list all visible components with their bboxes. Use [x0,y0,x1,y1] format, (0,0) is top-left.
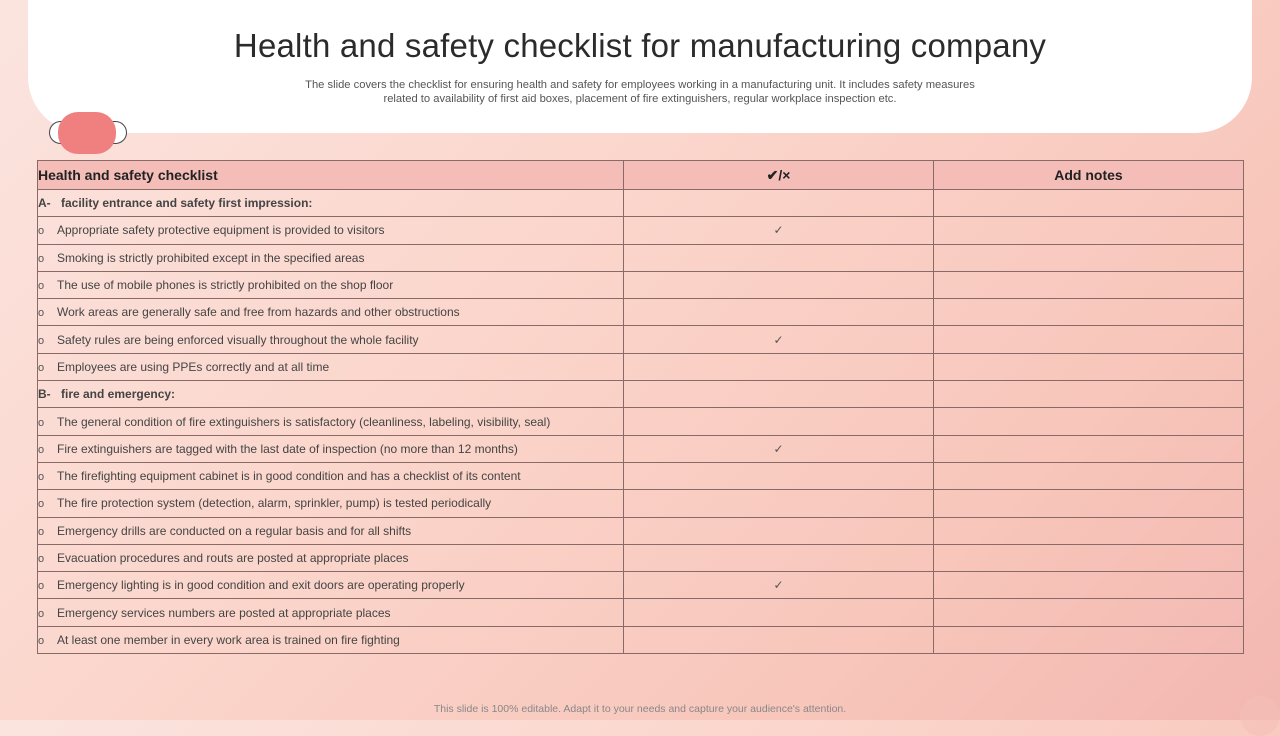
check-cell [624,381,934,408]
checklist-item-cell [38,544,624,571]
check-cell [624,271,934,298]
corner-decoration [1240,696,1280,736]
table-row [38,599,1244,626]
section-heading [38,381,624,408]
notes-cell [934,490,1244,517]
checklist-item-label: The use of mobile phones is strictly prohibited on the shop floor [57,278,394,293]
check-cell [624,599,934,626]
check-cell [624,299,934,326]
bullet-icon: o [38,498,45,511]
notes-cell [934,435,1244,462]
table-row [38,244,1244,271]
checklist-item-cell [38,435,624,462]
section-letter: A- [38,196,51,211]
footer-note: This slide is 100% editable. Adapt it to your needs and capture your audience's attention. [433,703,847,715]
section-label: facility entrance and safety first impression: [61,196,313,211]
header-check-cross: ✔/× [624,161,934,190]
notes-cell [934,381,1244,408]
table-row [38,462,1244,489]
checklist-item-label: Safety rules are being enforced visually throughout the whole facility [57,332,419,347]
page-subtitle: The slide covers the checklist for ensuring health and safety for employees working in a manufacturing unit. It includes safety measures related to availability of first aid boxes, placement of fire extinguishers, regular workplace inspection etc. [305,79,975,105]
table-row [38,271,1244,298]
table-row [38,217,1244,244]
table-row [38,626,1244,653]
notes-cell [934,244,1244,271]
notes-cell [934,517,1244,544]
header-add-notes: Add notes [934,161,1244,190]
section-letter: B- [38,387,51,402]
check-cell [624,626,934,653]
checklist-item-cell [38,271,624,298]
check-cell [624,190,934,217]
bullet-icon: o [38,225,45,238]
notes-cell [934,544,1244,571]
bullet-icon: o [38,580,45,593]
notes-cell [934,299,1244,326]
decorative-pill-shape [49,112,127,154]
check-cell [624,544,934,571]
checklist-item-cell [38,462,624,489]
table-row [38,544,1244,571]
table-row [38,517,1244,544]
bullet-icon: o [38,634,45,647]
table-row [38,408,1244,435]
section-label: fire and emergency: [61,387,176,402]
checklist-item-label: The fire protection system (detection, alarm, sprinkler, pump) is tested periodically [57,496,492,511]
pill-fill [58,112,116,154]
checkmark-cell: ✓ [624,326,934,353]
checklist-item-label: Evacuation procedures and routs are posted at appropriate places [57,551,409,565]
notes-cell [934,326,1244,353]
table-row [38,299,1244,326]
table-header-row [38,161,1244,190]
notes-cell [934,462,1244,489]
bullet-icon: o [38,361,45,374]
header-checklist: Health and safety checklist [38,161,624,190]
page-title: Health and safety checklist for manufacturing company [233,27,1047,64]
table-row [38,326,1244,353]
checklist-item-label: Work areas are generally safe and free from hazards and other obstructions [57,305,460,320]
checkmark-cell: ✓ [624,217,934,244]
checklist-item-label: Emergency drills are conducted on a regular basis and for all shifts [57,523,412,538]
bullet-icon: o [38,307,45,320]
checklist-body [38,190,1244,654]
notes-cell [934,599,1244,626]
checkmark-cell: ✓ [624,572,934,599]
bullet-icon: o [38,471,45,484]
checklist-item-label: Emergency lighting is in good condition and exit doors are operating properly [57,578,465,593]
bullet-icon: o [38,334,45,347]
checklist-item-cell [38,599,624,626]
section-heading [38,190,624,217]
check-cell [624,353,934,380]
table-row [38,572,1244,599]
notes-cell [934,408,1244,435]
checklist-item-label: Appropriate safety protective equipment is provided to visitors [57,223,385,238]
bullet-icon: o [38,525,45,538]
table-row [38,490,1244,517]
checklist-item-cell [38,244,624,271]
notes-cell [934,217,1244,244]
bullet-icon: o [38,252,45,265]
bullet-icon: o [38,416,45,429]
checklist-item-label: Fire extinguishers are tagged with the last date of inspection (no more than 12 months) [57,441,518,456]
checklist-table [37,160,1244,654]
table-row [38,353,1244,380]
section-row [38,381,1244,408]
check-cell [624,408,934,435]
checklist-item-cell [38,217,624,244]
bullet-icon: o [38,280,45,293]
checklist-item-label: The general condition of fire extinguishers is satisfactory (cleanliness, labeling, visibility, seal) [57,414,551,429]
notes-cell [934,271,1244,298]
checklist-item-cell [38,626,624,653]
notes-cell [934,353,1244,380]
section-row [38,190,1244,217]
checklist-item-cell [38,299,624,326]
checklist-item-cell [38,517,624,544]
bullet-icon: o [38,553,45,565]
bullet-icon: o [38,607,45,620]
notes-cell [934,572,1244,599]
notes-cell [934,190,1244,217]
check-cell [624,244,934,271]
checklist-item-label: The firefighting equipment cabinet is in good condition and has a checklist of its content [57,469,521,484]
checklist-item-cell [38,353,624,380]
checklist-item-label: Employees are using PPEs correctly and at all time [57,359,330,374]
checklist-item-cell [38,408,624,435]
notes-cell [934,626,1244,653]
check-cell [624,490,934,517]
checklist-item-cell [38,490,624,517]
checkmark-cell: ✓ [624,435,934,462]
table-row [38,435,1244,462]
checklist-item-label: Smoking is strictly prohibited except in the specified areas [57,250,365,265]
check-cell [624,462,934,489]
checklist-item-cell [38,572,624,599]
checklist-item-label: Emergency services numbers are posted at appropriate places [57,605,391,620]
checklist-item-cell [38,326,624,353]
bullet-icon: o [38,443,45,456]
checklist-item-label: At least one member in every work area is trained on fire fighting [57,632,400,647]
header-card [28,0,1252,133]
check-cell [624,517,934,544]
